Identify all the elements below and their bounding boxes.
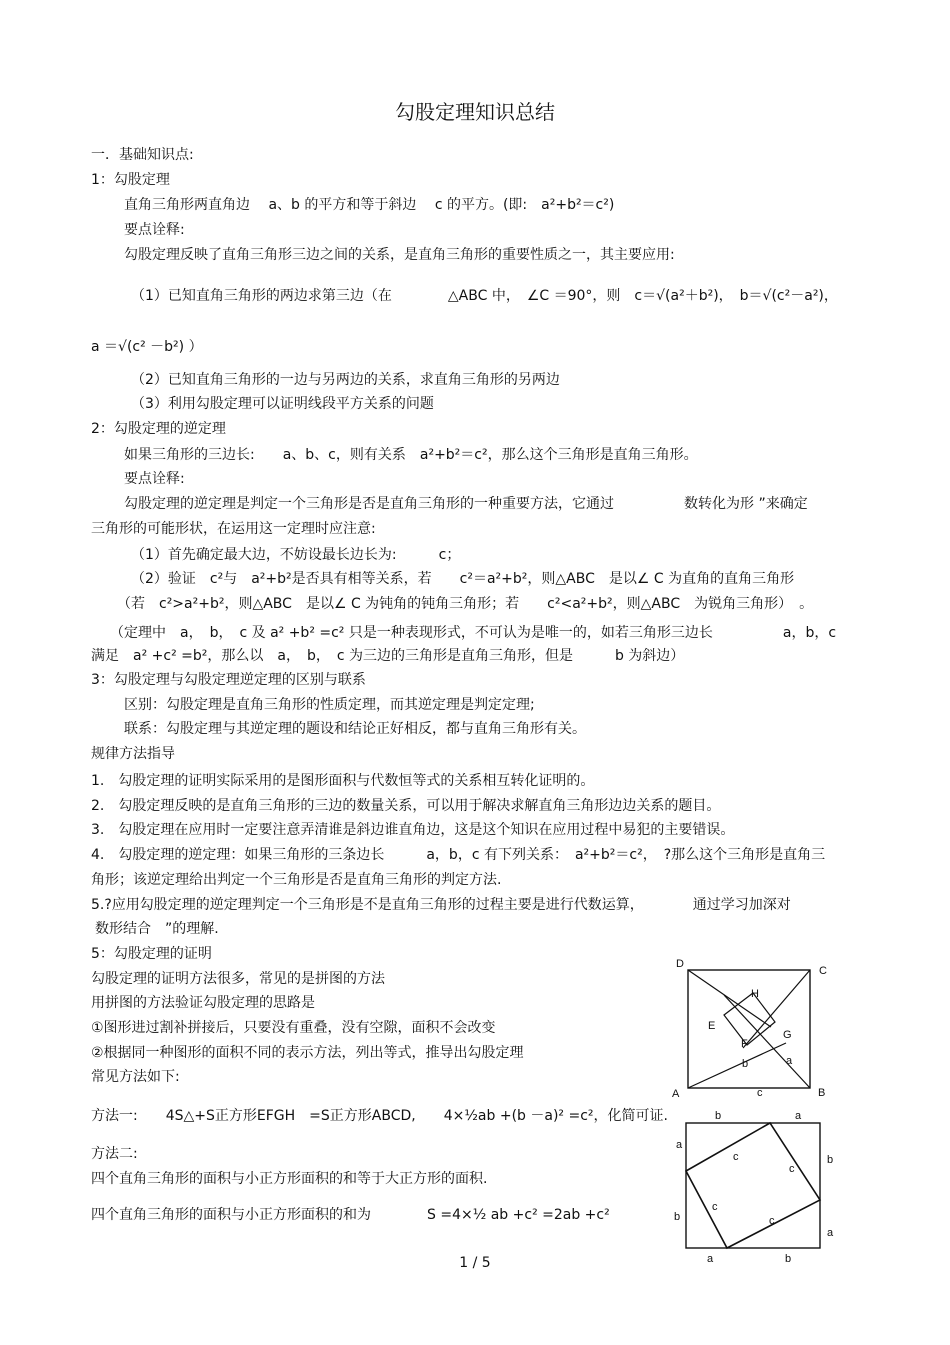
page-title: 勾股定理知识总结 xyxy=(395,100,555,124)
paragraph: （定理中 a， b， c 及 a² +b² =c² 只是一种表现形式，不可认为是唯一的，如若三角形三边长 a，b，c xyxy=(110,625,837,641)
paragraph: 三角形的可能形状，在运用这一定理时应注意: xyxy=(91,521,376,537)
paragraph: 数形结合 ”的理解. xyxy=(95,921,219,937)
figure-label: B xyxy=(818,1087,826,1099)
paragraph: 勾股定理反映了直角三角形三边之间的关系，是直角三角形的重要性质之一，其主要应用: xyxy=(124,247,675,263)
method-two-label: 方法二: xyxy=(91,1146,138,1162)
method-one-formula: 方法一: 4S△+S正方形EFGH =S正方形ABCD, 4×½ab +(b －a)² =c²，化简可证. xyxy=(91,1108,668,1124)
paragraph: 满足 a² +c² =b²，那么以 a， b， c 为三边的三角形是直角三角形，但是 b 为斜边） xyxy=(91,648,685,664)
figure-label: E xyxy=(708,1020,716,1032)
figure-label: a xyxy=(795,1110,802,1122)
method-two-formula: 四个直角三角形的面积与小正方形面积的和为 S =4×½ ab +c² =2ab +c² xyxy=(91,1207,610,1223)
paragraph: 用拼图的方法验证勾股定理的思路是 xyxy=(91,995,315,1011)
paragraph: 角形；该逆定理给出判定一个三角形是否是直角三角形的判定方法. xyxy=(91,872,502,888)
note-label: 要点诠释: xyxy=(124,222,185,238)
figure-label: c xyxy=(757,1087,763,1099)
figure-label: b xyxy=(674,1211,681,1223)
figure-label: D xyxy=(676,958,684,970)
note-label: 要点诠释: xyxy=(124,471,185,487)
paragraph: ②根据同一种图形的面积不同的表示方法，列出等式，推导出勾股定理 xyxy=(91,1045,524,1061)
paragraph: 联系：勾股定理与其逆定理的题设和结论正好相反，都与直角三角形有关。 xyxy=(124,721,586,737)
figure-label: A xyxy=(672,1088,680,1100)
paragraph: 勾股定理的逆定理是判定一个三角形是否是直角三角形的一种重要方法，它通过 数转化为形 ”来确定 xyxy=(124,496,808,512)
paragraph: 常见方法如下: xyxy=(91,1069,180,1085)
figure-label: b xyxy=(785,1253,792,1265)
figure-label: a xyxy=(786,1055,793,1067)
paragraph: 如果三角形的三边长: a、b、c，则有关系 a²+b²＝c²，那么这个三角形是直角三角形。 xyxy=(124,447,698,463)
list-item: 2. 勾股定理反映的是直角三角形的三边的数量关系，可以用于解决求解直角三角形边边关系的题目。 xyxy=(91,798,721,814)
figure-label: c xyxy=(733,1151,739,1163)
figure-label: H xyxy=(751,988,759,1000)
figure-label: a xyxy=(707,1253,714,1265)
proof-figure-two xyxy=(668,1105,848,1265)
figure-label: C xyxy=(819,965,827,977)
section-heading: 规律方法指导 xyxy=(91,746,175,762)
list-item: （2）验证 c²与 a²+b²是否具有相等关系，若 c²＝a²+b²，则△ABC 是以∠ C 为直角的直角三角形 xyxy=(131,571,795,587)
figure-label: c xyxy=(769,1215,775,1227)
section-heading: 一．基础知识点: xyxy=(91,147,194,163)
paragraph: （若 c²>a²+b²，则△ABC 是以∠ C 为钝角的钝角三角形；若 c²<a²+b²，则△ABC 为锐角三角形） 。 xyxy=(117,596,814,612)
paragraph: 直角三角形两直角边 a、b 的平方和等于斜边 c 的平方。(即: a²+b²＝c²) xyxy=(124,197,615,213)
figure-label: b xyxy=(715,1110,722,1122)
paragraph: 区别：勾股定理是直角三角形的性质定理，而其逆定理是判定定理; xyxy=(124,697,535,713)
paragraph: 四个直角三角形的面积与小正方形面积的和等于大正方形的面积. xyxy=(91,1171,488,1187)
figure-label: b xyxy=(827,1154,834,1166)
list-item: （1）已知直角三角形的两边求第三边（在 △ABC 中， ∠C ＝90°，则 c＝√(a²＋b²)， b＝√(c²－a²)， xyxy=(131,288,838,304)
paragraph: ①图形进过割补拼接后，只要没有重叠，没有空隙，面积不会改变 xyxy=(91,1020,496,1036)
figure-label: G xyxy=(783,1029,792,1041)
figure-label: a xyxy=(827,1227,834,1239)
list-item: （2）已知直角三角形的一边与另两边的关系，求直角三角形的另两边 xyxy=(131,372,560,388)
subsection-heading: 2：勾股定理的逆定理 xyxy=(91,421,226,437)
subsection-heading: 1：勾股定理 xyxy=(91,172,170,188)
list-item: 3. 勾股定理在应用时一定要注意弄清谁是斜边谁直角边，这是这个知识在应用过程中易犯的主要错误。 xyxy=(91,822,735,838)
list-item: （3）利用勾股定理可以证明线段平方关系的问题 xyxy=(131,396,434,412)
paragraph: 勾股定理的证明方法很多，常见的是拼图的方法 xyxy=(91,971,385,987)
figure-label: b xyxy=(742,1058,749,1070)
figure-label: c xyxy=(712,1201,718,1213)
list-item: （1）首先确定最大边，不妨设最长边长为: c； xyxy=(131,547,461,563)
subsection-heading: 3：勾股定理与勾股定理逆定理的区别与联系 xyxy=(91,672,366,688)
list-item: 5.?应用勾股定理的逆定理判定一个三角形是不是直角三角形的过程主要是进行代数运算， 通过学习加深对 xyxy=(91,897,791,913)
figure-label: a xyxy=(676,1139,683,1151)
figure-label: F xyxy=(741,1038,748,1050)
page-number: 1 / 5 xyxy=(459,1255,491,1271)
proof-figure-one xyxy=(668,955,838,1100)
formula-line: a ＝√(c² －b²) ） xyxy=(91,339,203,355)
subsection-heading: 5：勾股定理的证明 xyxy=(91,946,212,962)
figure-label: c xyxy=(789,1163,795,1175)
list-item: 4. 勾股定理的逆定理：如果三角形的三条边长 a，b，c 有下列关系： a²+b²＝c²， ?那么这个三角形是直角三 xyxy=(91,847,826,863)
list-item: 1. 勾股定理的证明实际采用的是图形面积与代数恒等式的关系相互转化证明的。 xyxy=(91,773,595,789)
